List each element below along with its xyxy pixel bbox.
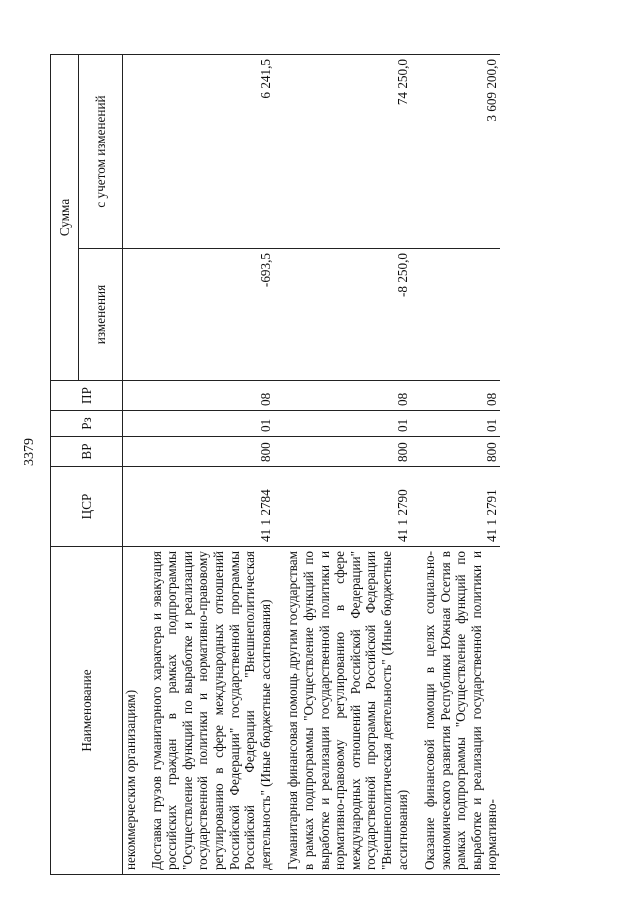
row-vr: 800 [285, 437, 410, 467]
row-rz: 01 [149, 411, 274, 437]
row-pr: 08 [422, 381, 500, 411]
row-pr [123, 381, 143, 411]
row-change: -693,5 [149, 249, 274, 381]
row-change [422, 249, 500, 381]
table-row [149, 55, 274, 875]
row-total: 3 609 200,0 [422, 55, 500, 249]
header-pr: ПР [51, 381, 123, 411]
header-csr: ЦСР [51, 467, 123, 547]
row-name: некоммерческим организациям) [123, 547, 143, 875]
table-row [123, 55, 143, 875]
table-row [285, 55, 410, 875]
row-change [123, 249, 143, 381]
row-total [123, 55, 143, 249]
row-vr: 800 [422, 437, 500, 467]
row-name: Оказание финансовой помощи в целях социально-экономического развития Республики Южная Осетия в рамках подпрограммы "Осуществление функций по выработке и реализации государственной политики и нормативно- [422, 547, 500, 875]
header-sum: Сумма [51, 55, 79, 381]
page-number: 3379 [22, 438, 37, 466]
budget-table [50, 54, 500, 875]
row-csr: 41 1 2790 [285, 467, 410, 547]
row-vr [123, 437, 143, 467]
row-total: 74 250,0 [285, 55, 410, 249]
row-name: Гуманитарная финансовая помощь другим государствам в рамках подпрограммы "Осуществление функций по выработке и реализации государственной политики и нормативно-правовому регулированию в сфере международных отношений Российской Федерации" государственной программы Российской Федерации "Внешнеполитическая деятельность" (Иные бюджетные ассигнования) [285, 547, 410, 875]
row-pr: 08 [285, 381, 410, 411]
row-total: 6 241,5 [149, 55, 274, 249]
table-row [422, 55, 500, 875]
row-csr [123, 467, 143, 547]
row-rz: 01 [285, 411, 410, 437]
row-name: Доставка грузов гуманитарного характера и эвакуация российских граждан в рамках подпрограммы "Осуществление функций по выработке и реализации государственной политики и нормативно-правовому регулированию в сфере международных отношений Российской Федерации" государственной программы Российской Федерации "Внешнеполитическая деятельность" (Иные бюджетные ассигнования) [149, 547, 274, 875]
header-vr: ВР [51, 437, 123, 467]
row-rz: 01 [422, 411, 500, 437]
header-with-changes: с учетом изменений [79, 55, 123, 249]
header-name: Наименование [51, 547, 123, 875]
row-pr: 08 [149, 381, 274, 411]
row-rz [123, 411, 143, 437]
row-change: -8 250,0 [285, 249, 410, 381]
row-vr: 800 [149, 437, 274, 467]
header-rz: Рз [51, 411, 123, 437]
header-change: изменения [79, 249, 123, 381]
row-csr: 41 1 2791 [422, 467, 500, 547]
rotated-page [50, 55, 610, 875]
row-csr: 41 1 2784 [149, 467, 274, 547]
